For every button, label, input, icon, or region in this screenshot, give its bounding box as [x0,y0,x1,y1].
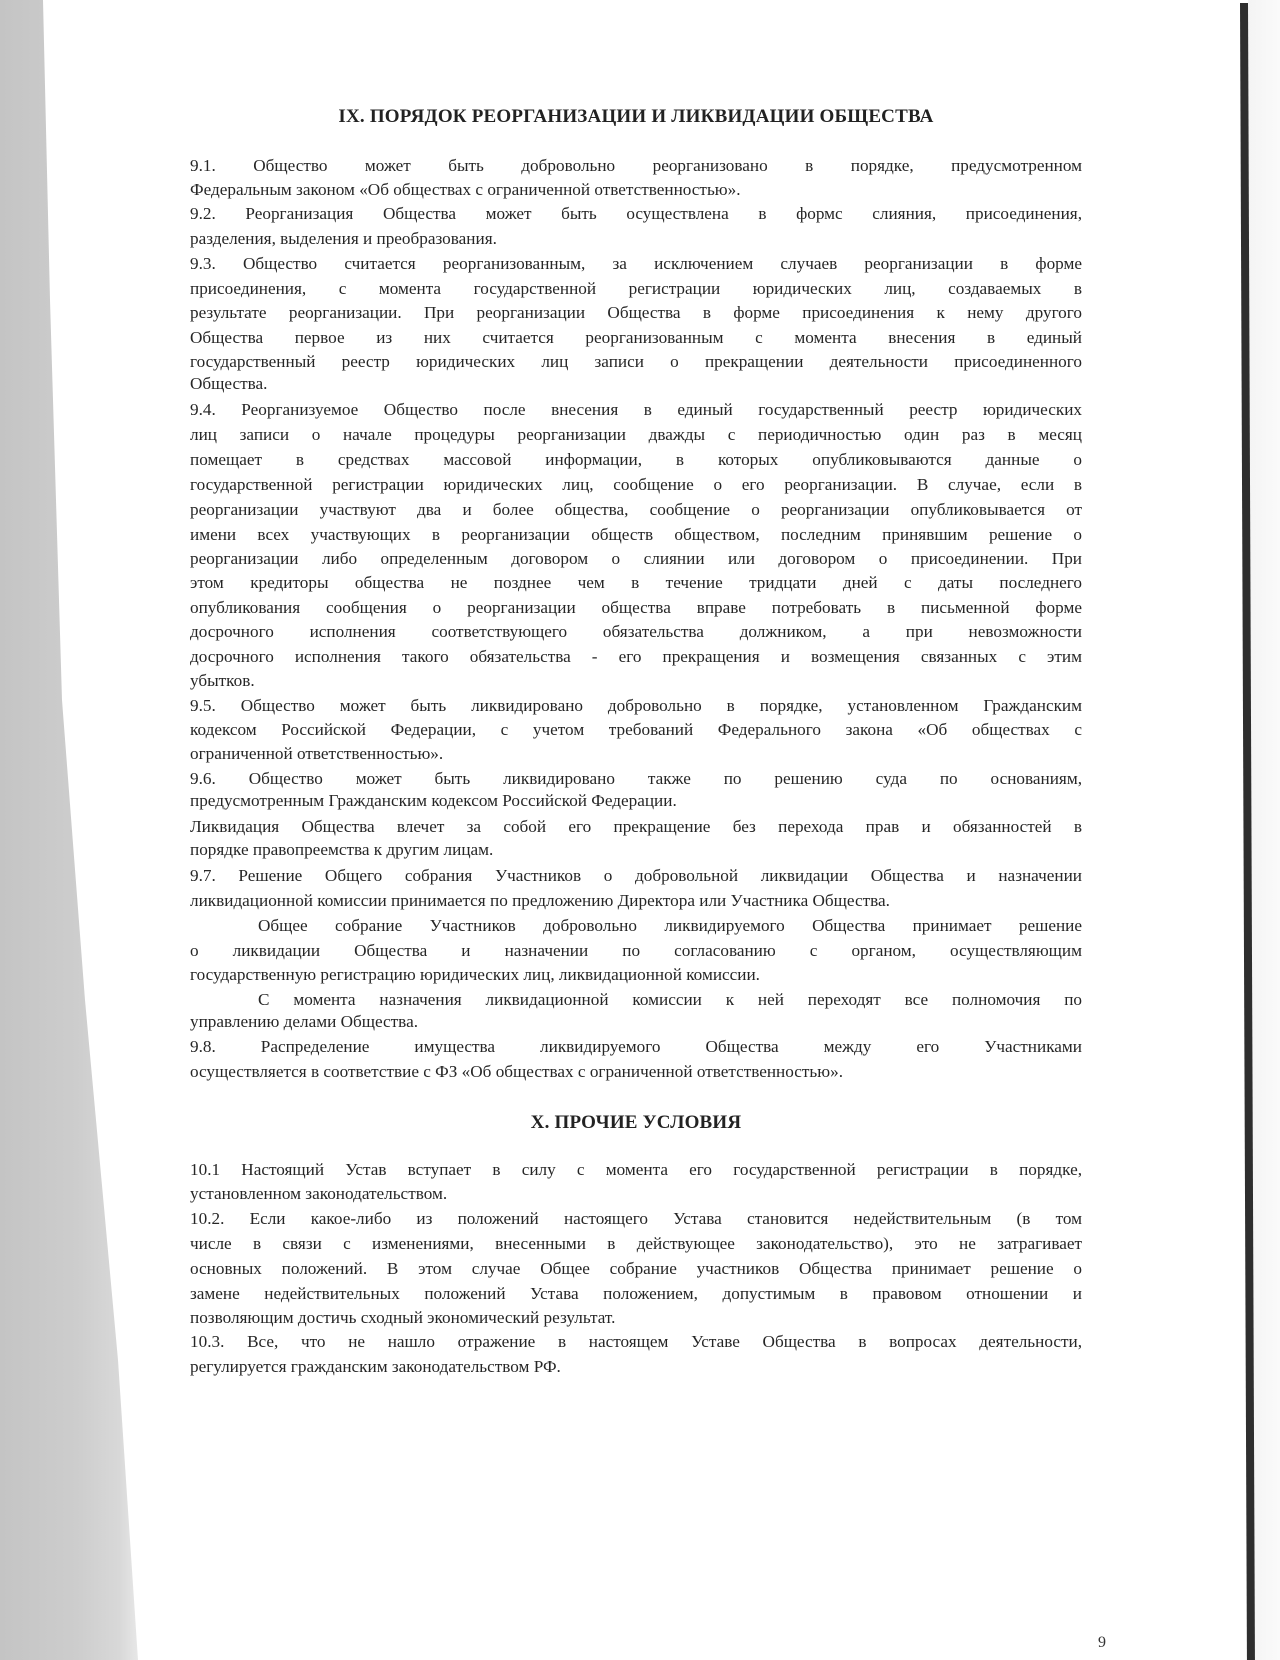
text-line: досрочного исполнения такого обязательства - его прекращения и возмещения связанных с этим [190,647,1082,666]
text-line: предусмотренным Гражданским кодексом Российской Федерации. [190,791,677,810]
text-line: 9.1. Общество может быть добровольно реорганизовано в порядке, предусмотренном [190,156,1082,175]
text-line: Общества. [190,374,268,393]
text-line: осуществляется в соответствие с ФЗ «Об обществах с ограниченной ответственностью». [190,1062,843,1081]
text-line: 9.6. Общество может быть ликвидировано также по решению суда по основаниям, [190,769,1082,788]
text-line: Федеральным законом «Об обществах с ограниченной ответственностью». [190,180,741,199]
text-line: этом кредиторы общества не позднее чем в течение тридцати дней с даты последнего [190,573,1082,592]
text-line: числе в связи с изменениями, внесенными в действующее законодательство), это не затрагивает [190,1234,1082,1253]
text-line: Общества первое из них считается реорганизованным с момента внесения в единый [190,328,1082,347]
text-line: замене недействительных положений Устава положением, допустимым в правовом отношении и [190,1284,1082,1303]
text-line: 9.3. Общество считается реорганизованным, за исключением случаев реорганизации в форме [190,254,1082,273]
text-line: помещает в средствах массовой информации, в которых опубликовываются данные о [190,450,1082,469]
scan-left-shadow [0,0,140,1660]
text-line: убытков. [190,671,255,690]
text-line: 9.5. Общество может быть ликвидировано добровольно в порядке, установленном Гражданским [190,696,1082,715]
text-line: управлению делами Общества. [190,1012,418,1031]
text-line: присоединения, с момента государственной регистрации юридических лиц, создаваемых в [190,279,1082,298]
text-line: ограниченной ответственностью». [190,744,444,763]
text-line: разделения, выделения и преобразования. [190,229,497,248]
section-10-title: X. ПРОЧИЕ УСЛОВИЯ [530,1112,742,1133]
text-line: кодексом Российской Федерации, с учетом требований Федерального закона «Об обществах с [190,720,1082,739]
text-line: государственный реестр юридических лиц записи о прекращении деятельности присоединенного [190,352,1082,371]
text-line: основных положений. В этом случае Общее собрание участников Общества принимает решение о [190,1259,1082,1278]
text-line: 9.2. Реорганизация Общества может быть осуществлена в формс слияния, присоединения, [190,204,1082,223]
text-line: результате реорганизации. При реорганизации Общества в форме присоединения к нему другого [190,303,1082,322]
text-line: С момента назначения ликвидационной комиссии к ней переходят все полномочия по [258,990,1082,1009]
text-line: регулируется гражданским законодательством РФ. [190,1357,561,1376]
text-line: реорганизации либо определенным договором о слиянии или договором о присоединении. При [190,549,1082,568]
text-line: 9.7. Решение Общего собрания Участников о добровольной ликвидации Общества и назначении [190,866,1082,885]
page-number: 9 [1098,1634,1106,1651]
text-line: государственной регистрации юридических лиц, сообщение о его реорганизации. В случае, если в [190,475,1082,494]
text-line: имени всех участвующих в реорганизации обществ обществом, последним принявшим решение о [190,525,1082,544]
text-line: 10.1 Настоящий Устав вступает в силу с момента его государственной регистрации в порядке, [190,1160,1082,1179]
text-line: реорганизации участвуют два и более общества, сообщение о реорганизации опубликовывается от [190,500,1082,519]
text-line: 10.2. Если какое-либо из положений настоящего Устава становится недействительным (в том [190,1209,1082,1228]
section-9-title: IX. ПОРЯДОК РЕОРГАНИЗАЦИИ И ЛИКВИДАЦИИ ОБЩЕСТВА [338,106,934,127]
text-line: опубликования сообщения о реорганизации общества вправе потребовать в письменной форме [190,598,1082,617]
text-line: Ликвидация Общества влечет за собой его прекращение без перехода прав и обязанностей в [190,817,1082,836]
text-line: досрочного исполнения соответствующего обязательства должником, а при невозможности [190,622,1082,641]
text-line: лиц записи о начале процедуры реорганизации дважды с периодичностью один раз в месяц [190,425,1082,444]
text-line: ликвидационной комиссии принимается по предложению Директора или Участника Общества. [190,891,890,910]
text-line: 9.8. Распределение имущества ликвидируемого Общества между его Участниками [190,1037,1082,1056]
text-line: Общее собрание Участников добровольно ликвидируемого Общества принимает решение [258,916,1082,935]
text-line: позволяющим достичь сходный экономический результат. [190,1308,616,1327]
text-line: о ликвидации Общества и назначении по согласованию с органом, осуществляющим [190,941,1082,960]
text-line: 10.3. Все, что не нашло отражение в настоящем Уставе Общества в вопросах деятельности, [190,1332,1082,1351]
text-line: государственную регистрацию юридических лиц, ликвидационной комиссии. [190,965,760,984]
text-line: 9.4. Реорганизуемое Общество после внесения в единый государственный реестр юридических [190,400,1082,419]
text-line: порядке правопреемства к другим лицам. [190,840,494,859]
text-line: установленном законодательством. [190,1184,448,1203]
